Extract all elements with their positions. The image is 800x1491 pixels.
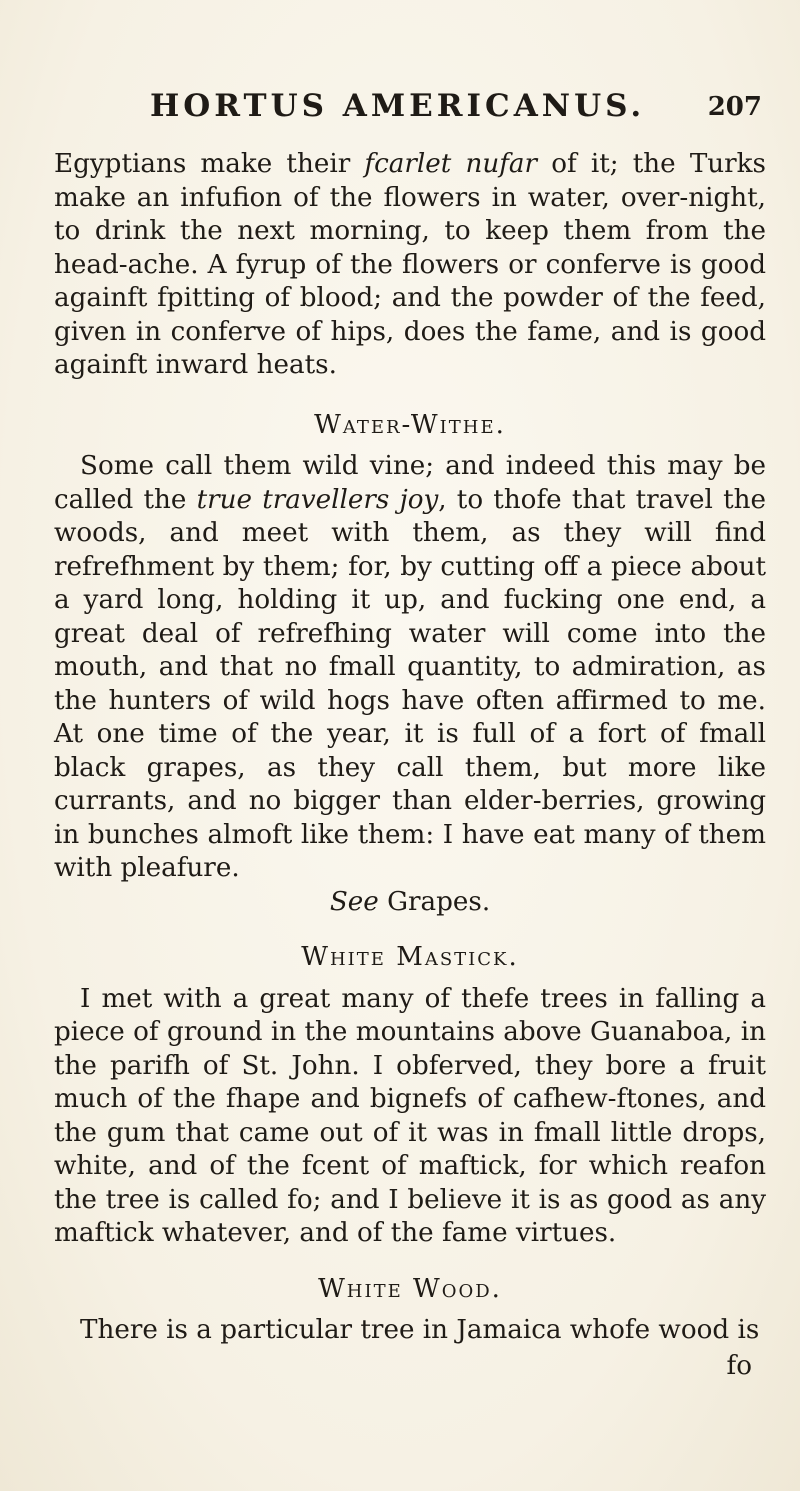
running-head	[150, 88, 764, 138]
paragraph-text: of it; the Turks make an infufion of the flowers in water, over-night, to drink the next morning, to keep them from the head-ache. A fyrup of the flowers or conferve is good againft fpitting of blood; and the powder of the feed, given in conferve of hips, does the fame, and is good againft inward heats.	[54, 149, 766, 380]
running-title: HORTUS AMERICANUS.	[150, 88, 646, 124]
paragraph-text: Egyptians make their	[54, 149, 365, 179]
italic-term: true travellers joy	[196, 484, 439, 515]
page-number: 207	[707, 92, 762, 122]
paragraph-water-withe	[54, 450, 766, 886]
section-heading-white-mastick: White Mastick.	[301, 942, 519, 972]
cross-reference-target: Grapes.	[378, 886, 491, 917]
section-heading-water-withe: Water-Withe.	[314, 409, 506, 440]
paragraph-nufar	[54, 148, 766, 383]
body-text	[54, 148, 766, 1383]
paragraph-text: , to thofe that travel the woods, and meet with them, as they will find refrefhment by them; for, by cutting off a piece about a yard long, holding it up, and fucking one end, a great deal of refrefhing water will come into the mouth, and that no fmall quantity, to admiration, as the hunters of wild hogs have often affirmed to me. At one time of the year, it is full of a fort of fmall black grapes, as they call them, but more like currants, and no bigger than elder-berries, growing in bunches almoft like them: I have eat many of them with pleafure.	[54, 484, 767, 883]
section-heading-white-wood: White Wood.	[318, 1273, 502, 1304]
paragraph-white-mastick: I met with a great many of thefe trees in falling a piece of ground in the mountains above Guanaboa, in the parifh of St. John. I obferved, they bore a fruit much of the fhape and bignefs of cafhew-ftones, and the gum that came out of it was in fmall little drops, white, and of the fcent of maftick, for which reafon the tree is called fo; and I believe it is as good as any maftick whatever, and of the fame virtues.	[54, 983, 766, 1248]
cross-reference	[54, 886, 766, 920]
paragraph-text: Some call them wild vine; and indeed this may be called the	[54, 451, 766, 515]
paragraph-white-wood: There is a particular tree in Jamaica whofe wood is	[80, 1315, 760, 1345]
see-word: See	[329, 886, 379, 917]
catchword: fo	[726, 1350, 752, 1381]
italic-term: fcarlet nufar	[364, 149, 538, 179]
